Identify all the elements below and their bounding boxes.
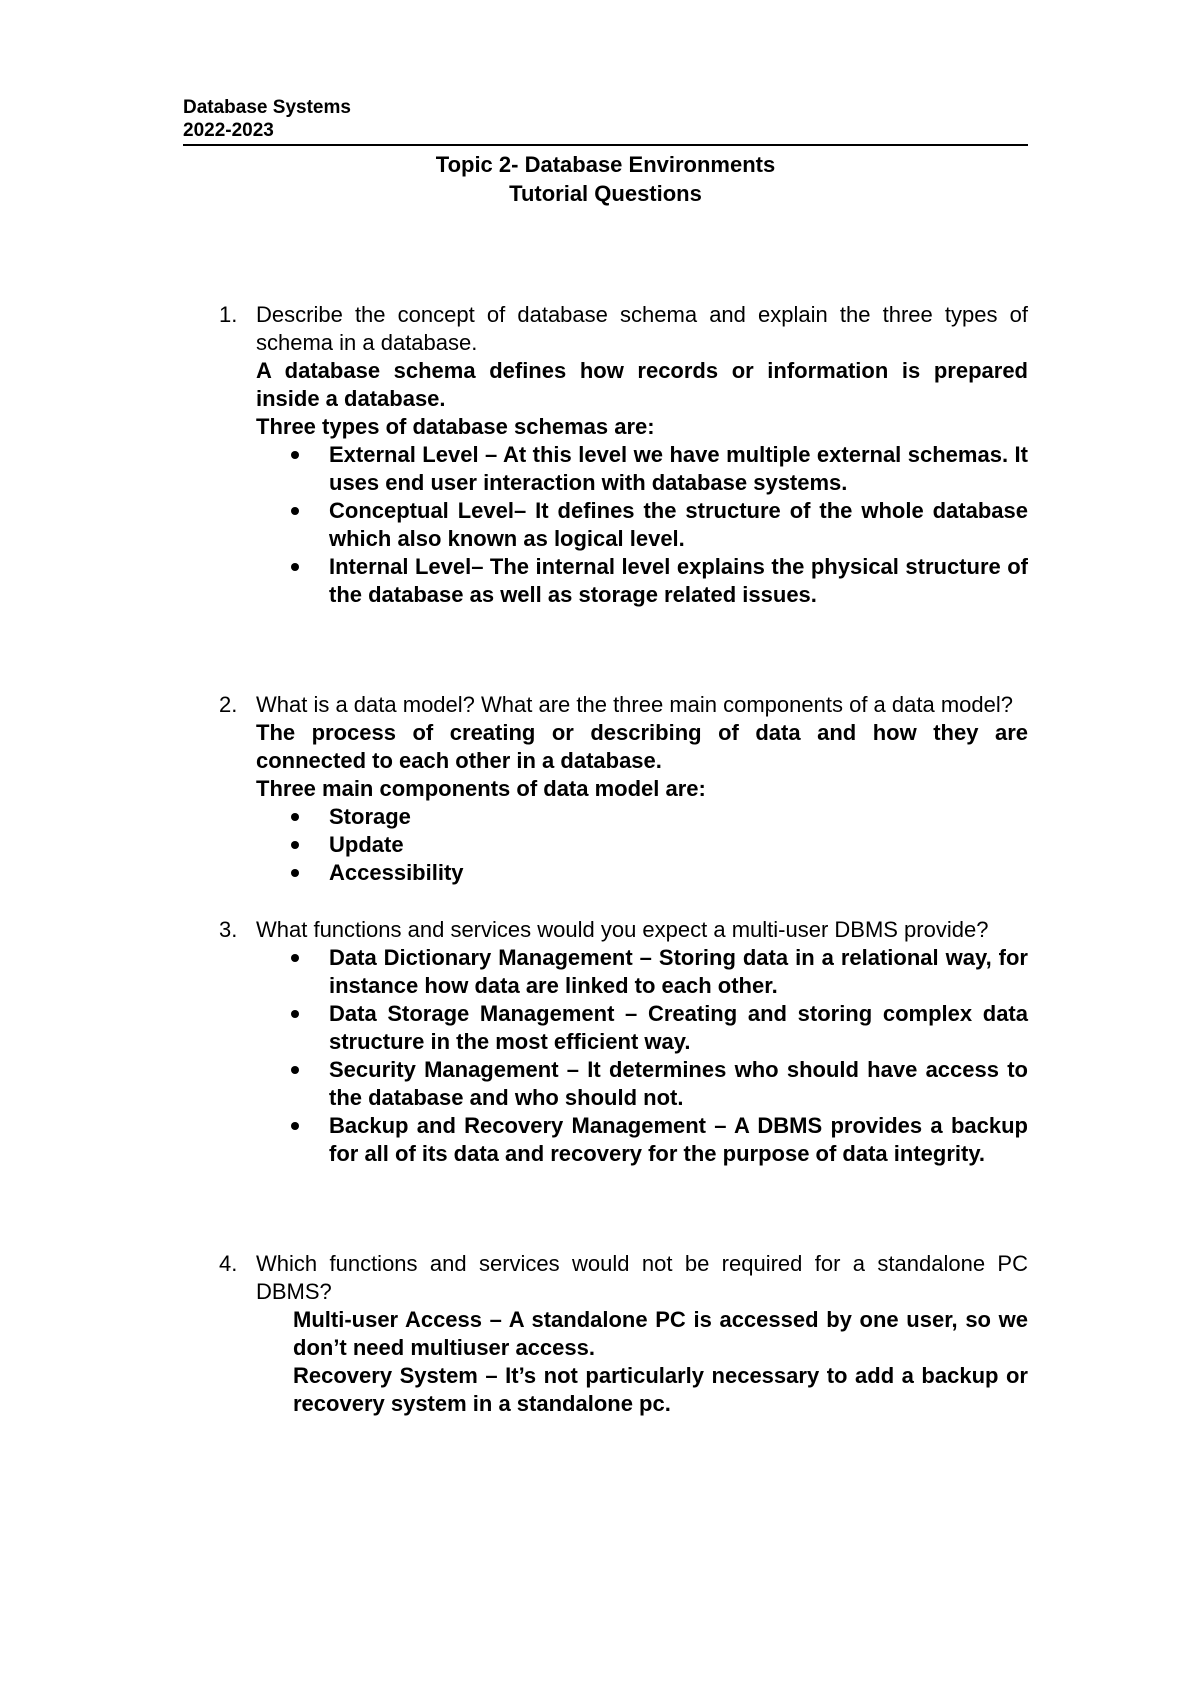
question-number: 1. (219, 302, 238, 327)
answer-intro: Three types of database schemas are: (256, 414, 655, 439)
answer-text: A database schema defines how records or information is prepared inside a database. (256, 358, 1028, 411)
bullet-dot-icon (291, 1010, 299, 1018)
answer-intro: Three main components of data model are: (256, 776, 706, 801)
header-divider (183, 144, 1028, 146)
bullet-item: Security Management – It determines who should have access to the database and who should not. (329, 1056, 1028, 1112)
question-1 (183, 301, 1028, 609)
bullet-item: Data Dictionary Management – Storing data in a relational way, for instance how data are linked to each other. (329, 944, 1028, 1000)
academic-year: 2022-2023 (183, 120, 274, 141)
bullet-dot-icon (291, 507, 299, 515)
question-2 (183, 691, 1028, 887)
document-title (183, 150, 1028, 208)
bullet-item: Internal Level– The internal level explains the physical structure of the database as well as storage related issues. (329, 553, 1028, 609)
bullet-dot-icon (291, 451, 299, 459)
bullet-item: Storage (329, 803, 1028, 831)
question-list (183, 301, 1028, 1418)
answer-text: The process of creating or describing of data and how they are connected to each other in a database. (256, 720, 1028, 773)
answer-paragraph: Recovery System – It’s not particularly necessary to add a backup or recovery system in a standalone pc. (293, 1363, 1028, 1416)
question-text: What is a data model? What are the three main components of a data model? (256, 692, 1013, 717)
page-header (183, 96, 1028, 146)
question-3 (183, 916, 1028, 1168)
bullet-item: Data Storage Management – Creating and storing complex data structure in the most efficient way. (329, 1000, 1028, 1056)
bullet-item: Backup and Recovery Management – A DBMS provides a backup for all of its data and recovery for the purpose of data integrity. (329, 1112, 1028, 1168)
bullet-dot-icon (291, 1066, 299, 1074)
question-4 (183, 1250, 1028, 1418)
bullet-dot-icon (291, 841, 299, 849)
bullet-item: External Level – At this level we have multiple external schemas. It uses end user interaction with database systems. (329, 441, 1028, 497)
question-text: What functions and services would you expect a multi-user DBMS provide? (256, 917, 989, 942)
question-text: Describe the concept of database schema and explain the three types of schema in a database. (256, 302, 1028, 355)
bullet-item: Conceptual Level– It defines the structure of the whole database which also known as logical level. (329, 497, 1028, 553)
course-name: Database Systems (183, 97, 351, 118)
answer-bullets (256, 944, 1028, 1168)
bullet-dot-icon (291, 1122, 299, 1130)
bullet-dot-icon (291, 869, 299, 877)
question-number: 3. (219, 917, 238, 942)
bullet-dot-icon (291, 563, 299, 571)
bullet-item: Update (329, 831, 1028, 859)
bullet-dot-icon (291, 954, 299, 962)
tutorial-subtitle: Tutorial Questions (509, 181, 702, 206)
document-page (183, 96, 1028, 1418)
answer-bullets (256, 803, 1028, 887)
question-number: 4. (219, 1251, 238, 1276)
topic-title: Topic 2- Database Environments (435, 152, 776, 177)
bullet-dot-icon (291, 813, 299, 821)
question-text: Which functions and services would not be required for a standalone PC DBMS? (256, 1251, 1028, 1304)
answer-paragraph: Multi-user Access – A standalone PC is accessed by one user, so we don’t need multiuser access. (293, 1307, 1028, 1360)
answer-bullets (256, 441, 1028, 609)
question-number: 2. (219, 692, 238, 717)
bullet-item: Accessibility (329, 859, 1028, 887)
